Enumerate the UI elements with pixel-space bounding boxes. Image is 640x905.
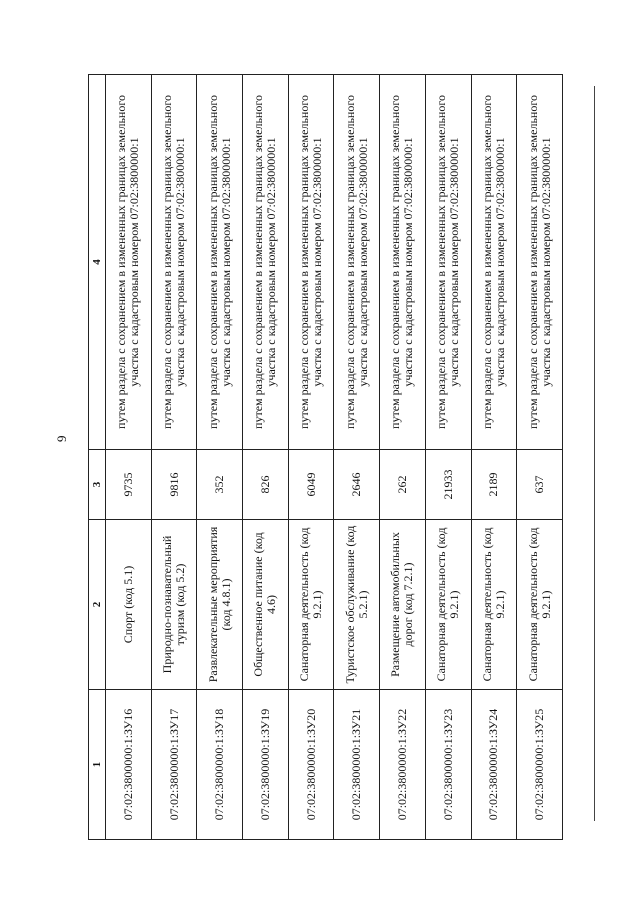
permitted-use: Размещение автомобильных дорог (код 7.2.1) — [380, 520, 426, 690]
plot-area: 6049 — [288, 450, 334, 520]
plot-id: 07:02:3800000:1:ЗУ19 — [243, 690, 289, 840]
plot-area: 9816 — [151, 450, 197, 520]
header-col-3: 3 — [89, 450, 106, 520]
formation-method: путем раздела с сохранением в измененных границах земельного участка с кадастровым номером 07:02:3800000:1 — [243, 75, 289, 450]
formation-method: путем раздела с сохранением в измененных границах земельного участка с кадастровым номером 07:02:3800000:1 — [288, 75, 334, 450]
formation-method: путем раздела с сохранением в измененных границах земельного участка с кадастровым номером 07:02:3800000:1 — [425, 75, 471, 450]
table-row — [197, 75, 243, 840]
land-plot-table — [88, 74, 563, 840]
plot-id: 07:02:3800000:1:ЗУ21 — [334, 690, 380, 840]
table-row — [243, 75, 289, 840]
formation-method: путем раздела с сохранением в измененных границах земельного участка с кадастровым номером 07:02:3800000:1 — [197, 75, 243, 450]
table-header-row — [89, 75, 106, 840]
plot-area: 2189 — [471, 450, 517, 520]
permitted-use: Санаторная деятельность (код 9.2.1) — [471, 520, 517, 690]
formation-method: путем раздела с сохранением в измененных границах земельного участка с кадастровым номером 07:02:3800000:1 — [380, 75, 426, 450]
plot-id: 07:02:3800000:1:ЗУ23 — [425, 690, 471, 840]
rotated-table-container — [88, 75, 563, 840]
formation-method: путем раздела с сохранением в измененных границах земельного участка с кадастровым номером 07:02:3800000:1 — [151, 75, 197, 450]
plot-id: 07:02:3800000:1:ЗУ18 — [197, 690, 243, 840]
table-row — [517, 75, 563, 840]
page-edge-rule — [594, 86, 595, 821]
permitted-use: Туристское обслуживание (код 5.2.1) — [334, 520, 380, 690]
table-row — [288, 75, 334, 840]
permitted-use: Спорт (код 5.1) — [106, 520, 152, 690]
table-row — [151, 75, 197, 840]
formation-method: путем раздела с сохранением в измененных границах земельного участка с кадастровым номером 07:02:3800000:1 — [471, 75, 517, 450]
plot-id: 07:02:3800000:1:ЗУ17 — [151, 690, 197, 840]
header-col-4: 4 — [89, 75, 106, 450]
plot-area: 21933 — [425, 450, 471, 520]
plot-area: 352 — [197, 450, 243, 520]
plot-id: 07:02:3800000:1:ЗУ25 — [517, 690, 563, 840]
permitted-use: Санаторная деятельность (код 9.2.1) — [288, 520, 334, 690]
permitted-use: Санаторная деятельность (код 9.2.1) — [517, 520, 563, 690]
plot-area: 9735 — [106, 450, 152, 520]
plot-area: 2646 — [334, 450, 380, 520]
table-row — [380, 75, 426, 840]
formation-method: путем раздела с сохранением в измененных границах земельного участка с кадастровым номером 07:02:3800000:1 — [517, 75, 563, 450]
table-row — [471, 75, 517, 840]
table-row — [106, 75, 152, 840]
plot-area: 637 — [517, 450, 563, 520]
header-col-2: 2 — [89, 520, 106, 690]
permitted-use: Развлекательные мероприятия (код 4.8.1) — [197, 520, 243, 690]
plot-area: 826 — [243, 450, 289, 520]
table-row — [334, 75, 380, 840]
permitted-use: Природно-познавательный туризм (код 5.2) — [151, 520, 197, 690]
page-number: 9 — [54, 435, 69, 442]
plot-id: 07:02:3800000:1:ЗУ20 — [288, 690, 334, 840]
plot-id: 07:02:3800000:1:ЗУ24 — [471, 690, 517, 840]
header-col-1: 1 — [89, 690, 106, 840]
permitted-use: Санаторная деятельность (код 9.2.1) — [425, 520, 471, 690]
plot-id: 07:02:3800000:1:ЗУ22 — [380, 690, 426, 840]
permitted-use: Общественное питание (код 4.6) — [243, 520, 289, 690]
table-row — [425, 75, 471, 840]
formation-method: путем раздела с сохранением в измененных границах земельного участка с кадастровым номером 07:02:3800000:1 — [334, 75, 380, 450]
plot-area: 262 — [380, 450, 426, 520]
plot-id: 07:02:3800000:1:ЗУ16 — [106, 690, 152, 840]
formation-method: путем раздела с сохранением в измененных границах земельного участка с кадастровым номером 07:02:3800000:1 — [106, 75, 152, 450]
